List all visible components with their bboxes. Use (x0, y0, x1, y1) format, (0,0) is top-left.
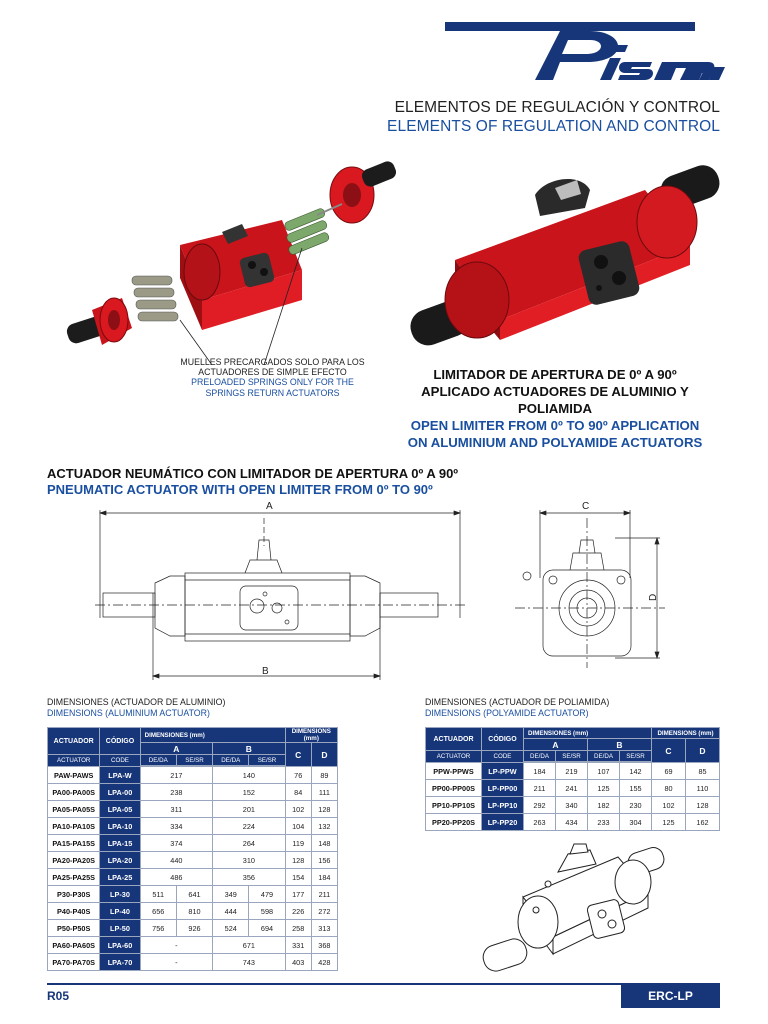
aluminium-cell: PA05-PA05S (48, 801, 100, 818)
header-codigo: CÓDIGO (100, 728, 140, 755)
aluminium-cell: LPA-70 (100, 954, 140, 971)
header-b-sesr: SE/SR (620, 751, 652, 762)
polyamide-cell: 125 (588, 780, 620, 797)
aluminium-cell: 76 (285, 767, 311, 784)
aluminium-cell: 743 (213, 954, 286, 971)
polyamide-cell: PP00-PP00S (426, 780, 482, 797)
aluminium-row (48, 767, 338, 784)
aluminium-cell: 154 (285, 869, 311, 886)
polyamide-cell: 233 (588, 814, 620, 831)
polyamide-cell: 182 (588, 797, 620, 814)
prisma-logo (440, 18, 725, 86)
aluminium-cell: 152 (213, 784, 286, 801)
aluminium-cell: 128 (311, 801, 337, 818)
aluminium-cell: 926 (176, 920, 212, 937)
aluminium-cell: PA10-PA10S (48, 818, 100, 835)
header-b: B (588, 739, 652, 751)
aluminium-cell: PA60-PA60S (48, 937, 100, 954)
polyamide-cell: 110 (686, 780, 720, 797)
aluminium-cell: PA70-PA70S (48, 954, 100, 971)
document-reference: ERC-LP (621, 984, 720, 1008)
aluminium-row (48, 920, 338, 937)
aluminium-cell: 598 (249, 903, 285, 920)
aluminium-cell: 156 (311, 852, 337, 869)
springs-note-es-1: MUELLES PRECARGADOS SOLO PARA LOS (180, 357, 365, 367)
header-actuador: ACTUADOR (48, 728, 100, 755)
header-actuator: ACTUATOR (48, 755, 100, 767)
aluminium-cell: P50-P50S (48, 920, 100, 937)
aluminium-cell: LP-40 (100, 903, 140, 920)
limiter-es-3: POLIAMIDA (518, 401, 592, 416)
aluminium-cell: LPA-05 (100, 801, 140, 818)
header-a: A (140, 743, 213, 755)
aluminium-cell: 111 (311, 784, 337, 801)
section-title-es: ACTUADOR NEUMÁTICO CON LIMITADOR DE APERTURA 0º A 90º (47, 466, 459, 481)
aluminium-cell: PA00-PA00S (48, 784, 100, 801)
aluminium-cell: 184 (311, 869, 337, 886)
aluminium-dimensions-table (47, 727, 338, 971)
aluminium-cell: PAW-PAWS (48, 767, 100, 784)
aluminium-cell: 349 (213, 886, 249, 903)
aluminium-row (48, 852, 338, 869)
header-a-deda: DE/DA (140, 755, 176, 766)
aluminium-cell: LPA-00 (100, 784, 140, 801)
polyamide-cell: 162 (686, 814, 720, 831)
aluminium-cell: 310 (213, 852, 286, 869)
polyamide-cell: 85 (686, 763, 720, 780)
polyamide-cell: 211 (524, 780, 556, 797)
polyamide-cell: LP-PP00 (482, 780, 524, 797)
aluminium-cell: 486 (140, 869, 213, 886)
limiter-es-2: APLICADO ACTUADORES DE ALUMINIO Y (421, 384, 689, 399)
header-c: C (652, 739, 686, 763)
polyamide-caption (425, 697, 609, 719)
aluminium-cell: 444 (213, 903, 249, 920)
polyamide-row (426, 797, 720, 814)
aluminium-cell: 224 (213, 818, 286, 835)
aluminium-cell: 238 (140, 784, 213, 801)
aluminium-cell: 524 (213, 920, 249, 937)
assembled-actuator-image (405, 150, 725, 355)
polyamide-cell: 292 (524, 797, 556, 814)
polyamide-cell: 69 (652, 763, 686, 780)
limiter-description (380, 366, 730, 451)
aluminium-cell: 148 (311, 835, 337, 852)
polyamide-cell: 128 (686, 797, 720, 814)
aluminium-cell: 374 (140, 835, 213, 852)
aluminium-cell: - (140, 937, 213, 954)
polyamide-cell: 241 (556, 780, 588, 797)
aluminium-cell: 428 (311, 954, 337, 971)
label-a: A (266, 501, 273, 512)
exploded-actuator-image (62, 160, 402, 365)
aluminium-cell: PA25-PA25S (48, 869, 100, 886)
aluminium-cell: P40-P40S (48, 903, 100, 920)
limiter-en-2: ON ALUMINIUM AND POLYAMIDE ACTUATORS (407, 435, 703, 450)
aluminium-cell: PA20-PA20S (48, 852, 100, 869)
aluminium-cell: LP-30 (100, 886, 140, 903)
aluminium-cell: 177 (285, 886, 311, 903)
header-b-deda: DE/DA (213, 755, 249, 766)
footer-rule (47, 983, 720, 985)
aluminium-row (48, 886, 338, 903)
polyamide-cell: PPW-PPWS (426, 763, 482, 780)
aluminium-caption (47, 697, 225, 719)
aluminium-cell: 313 (311, 920, 337, 937)
header-code: CODE (100, 755, 140, 767)
header-a: A (524, 739, 588, 751)
aluminium-cell: 211 (311, 886, 337, 903)
header-dimensiones: DIMENSIONES (mm) (140, 728, 285, 743)
header-title-en: ELEMENTS OF REGULATION AND CONTROL (387, 118, 720, 135)
aluminium-cell: 440 (140, 852, 213, 869)
aluminium-cell: PA15-PA15S (48, 835, 100, 852)
label-c: C (582, 501, 590, 512)
header-code: CODE (482, 751, 524, 763)
polyamide-cell: 107 (588, 763, 620, 780)
aluminium-cell: 511 (140, 886, 176, 903)
aluminium-row (48, 903, 338, 920)
polyamide-cell: LP-PP10 (482, 797, 524, 814)
polyamide-cell: 340 (556, 797, 588, 814)
springs-note (150, 357, 395, 398)
header-dimensions: DIMENSIONS (mm) (652, 728, 720, 739)
aluminium-cell: 217 (140, 767, 213, 784)
aluminium-cell: LPA-60 (100, 937, 140, 954)
aluminium-row (48, 835, 338, 852)
polyamide-caption-es: DIMENSIONES (ACTUADOR DE POLIAMIDA) (425, 697, 610, 707)
aluminium-cell: 479 (249, 886, 285, 903)
front-dimension-drawing (95, 498, 465, 688)
aluminium-cell: LP-50 (100, 920, 140, 937)
aluminium-cell: 89 (311, 767, 337, 784)
polyamide-cell: 304 (620, 814, 652, 831)
polyamide-table-body (426, 763, 720, 831)
aluminium-cell: - (140, 954, 213, 971)
aluminium-cell: LPA-25 (100, 869, 140, 886)
aluminium-row (48, 801, 338, 818)
aluminium-cell: 356 (213, 869, 286, 886)
springs-note-en-2: SPRINGS RETURN ACTUATORS (205, 387, 340, 398)
header-d: D (686, 739, 720, 763)
aluminium-cell: 641 (176, 886, 212, 903)
limiter-en-1: OPEN LIMITER FROM 0º TO 90º APPLICATION (410, 418, 700, 433)
aluminium-cell: 671 (213, 937, 286, 954)
aluminium-cell: 201 (213, 801, 286, 818)
aluminium-cell: 272 (311, 903, 337, 920)
side-dimension-drawing (515, 498, 665, 678)
aluminium-caption-en: DIMENSIONS (ALUMINIUM ACTUATOR) (47, 708, 210, 718)
aluminium-cell: 810 (176, 903, 212, 920)
header-a-sesr: SE/SR (176, 755, 212, 766)
polyamide-cell: PP10-PP10S (426, 797, 482, 814)
aluminium-caption-es: DIMENSIONES (ACTUADOR DE ALUMINIO) (47, 697, 226, 707)
polyamide-cell: 142 (620, 763, 652, 780)
polyamide-cell: 219 (556, 763, 588, 780)
polyamide-cell: 125 (652, 814, 686, 831)
header-actuador: ACTUADOR (426, 728, 482, 751)
aluminium-cell: 403 (285, 954, 311, 971)
polyamide-dimensions-table (425, 727, 720, 831)
page-number: R05 (47, 989, 70, 1003)
header-b: B (213, 743, 286, 755)
polyamide-row (426, 763, 720, 780)
aluminium-row (48, 937, 338, 954)
aluminium-cell: 226 (285, 903, 311, 920)
header-d: D (311, 743, 337, 767)
aluminium-cell: 104 (285, 818, 311, 835)
polyamide-cell: 230 (620, 797, 652, 814)
aluminium-cell: LPA-20 (100, 852, 140, 869)
aluminium-cell: 132 (311, 818, 337, 835)
polyamide-cell: LP-PPW (482, 763, 524, 780)
header-b-deda: DE/DA (588, 751, 620, 762)
polyamide-cell: 80 (652, 780, 686, 797)
aluminium-cell: P30-P30S (48, 886, 100, 903)
aluminium-cell: 140 (213, 767, 286, 784)
header-c: C (285, 743, 311, 767)
header-dimensiones: DIMENSIONES (mm) (524, 728, 652, 739)
aluminium-cell: 264 (213, 835, 286, 852)
aluminium-cell: 694 (249, 920, 285, 937)
polyamide-row (426, 814, 720, 831)
aluminium-cell: 84 (285, 784, 311, 801)
aluminium-row (48, 784, 338, 801)
aluminium-row (48, 954, 338, 971)
polyamide-cell: 263 (524, 814, 556, 831)
polyamide-cell: PP20-PP20S (426, 814, 482, 831)
springs-note-en-1: PRELOADED SPRINGS ONLY FOR THE (191, 377, 354, 388)
polyamide-cell: 184 (524, 763, 556, 780)
aluminium-row (48, 869, 338, 886)
section-title-en: PNEUMATIC ACTUATOR WITH OPEN LIMITER FROM 0º TO 90º (47, 482, 433, 497)
header-a-deda: DE/DA (524, 751, 556, 762)
polyamide-row (426, 780, 720, 797)
aluminium-cell: LPA-10 (100, 818, 140, 835)
header-a-sesr: SE/SR (556, 751, 588, 762)
springs-note-es-2: ACTUADORES DE SIMPLE EFECTO (198, 367, 347, 378)
polyamide-cell: 102 (652, 797, 686, 814)
header-title-es: ELEMENTOS DE REGULACIÓN Y CONTROL (394, 99, 720, 116)
label-d: D (648, 593, 659, 601)
aluminium-cell: 368 (311, 937, 337, 954)
polyamide-cell: 155 (620, 780, 652, 797)
aluminium-cell: 128 (285, 852, 311, 869)
aluminium-cell: LPA-15 (100, 835, 140, 852)
aluminium-cell: 331 (285, 937, 311, 954)
aluminium-cell: 258 (285, 920, 311, 937)
aluminium-cell: 311 (140, 801, 213, 818)
header-b-sesr: SE/SR (249, 755, 285, 766)
aluminium-cell: 119 (285, 835, 311, 852)
header-dimensions: DIMENSIONS (mm) (285, 728, 337, 743)
polyamide-cell: LP-PP20 (482, 814, 524, 831)
polyamide-cell: 434 (556, 814, 588, 831)
aluminium-cell: 334 (140, 818, 213, 835)
polyamide-actuator-image (478, 842, 668, 977)
label-b: B (262, 666, 269, 677)
header-actuator: ACTUATOR (426, 751, 482, 763)
aluminium-cell: 656 (140, 903, 176, 920)
aluminium-cell: 102 (285, 801, 311, 818)
aluminium-cell: 756 (140, 920, 176, 937)
limiter-es-1: LIMITADOR DE APERTURA DE 0º A 90º (433, 367, 677, 382)
header-codigo: CÓDIGO (482, 728, 524, 751)
polyamide-caption-en: DIMENSIONS (POLYAMIDE ACTUATOR) (425, 708, 589, 718)
aluminium-row (48, 818, 338, 835)
aluminium-table-body (48, 767, 338, 971)
aluminium-cell: LPA-W (100, 767, 140, 784)
